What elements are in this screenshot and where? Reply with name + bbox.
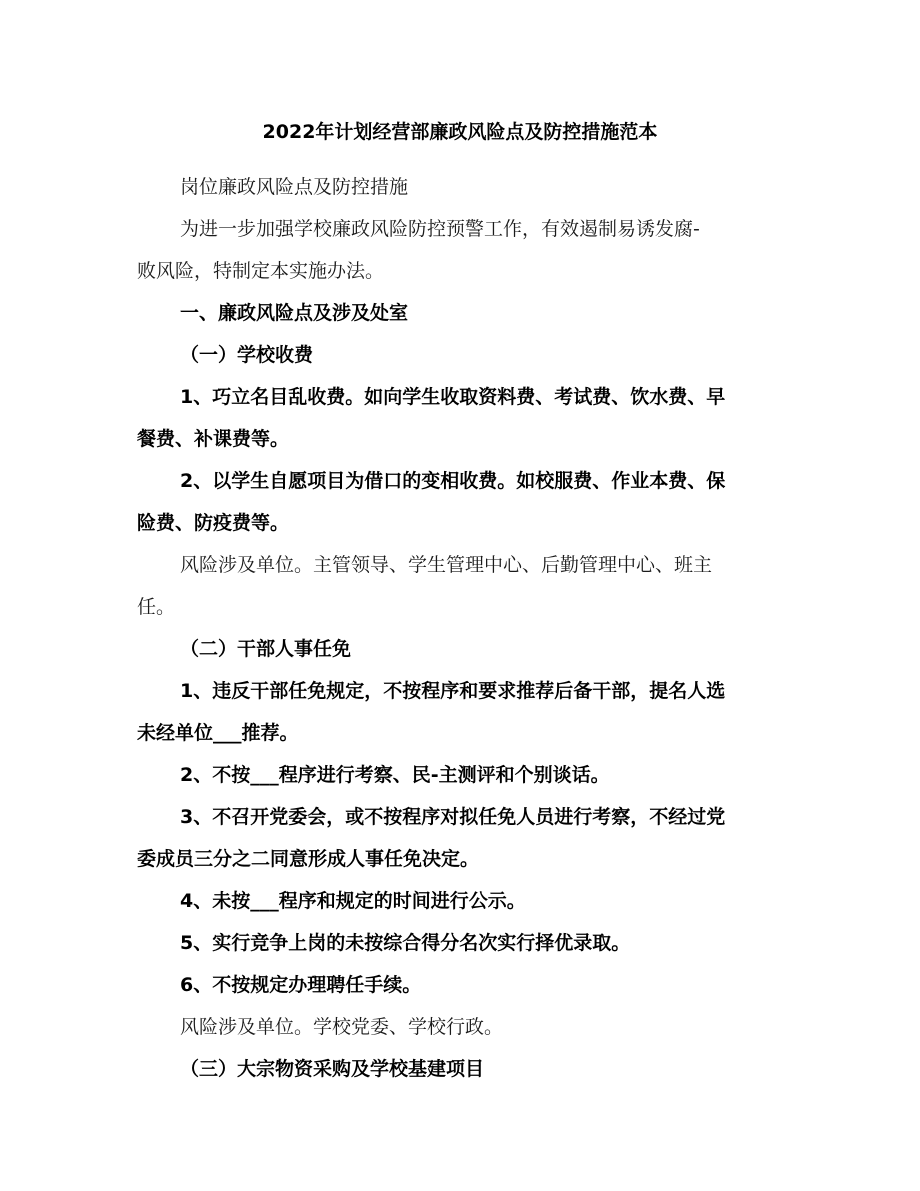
document-title: 2022年计划经营部廉政风险点及防控措施范本 [262, 121, 658, 143]
section-heading: 一、廉政风险点及涉及处室 [180, 302, 409, 324]
paragraph-line: 风险涉及单位。主管领导、学生管理中心、后勤管理中心、班主 [180, 554, 713, 576]
subsection-heading: （三）大宗物资采购及学校基建项目 [180, 1058, 485, 1080]
subsection-heading: （二）干部人事任免 [180, 638, 352, 660]
paragraph-line: 风险涉及单位。学校党委、学校行政。 [180, 1016, 504, 1038]
paragraph-line: 险费、防疫费等。 [137, 512, 290, 534]
section-heading: 岗位廉政风险点及防控措施 [180, 176, 409, 198]
paragraph-line: 2、不按___程序进行考察、民-主测评和个别谈话。 [180, 764, 610, 786]
subsection-heading: （一）学校收费 [180, 344, 314, 366]
paragraph-line: 任。 [137, 596, 176, 618]
paragraph-line: 1、巧立名目乱收费。如向学生收取资料费、考试费、饮水费、早 [180, 386, 726, 408]
paragraph-line: 2、以学生自愿项目为借口的变相收费。如校服费、作业本费、保 [180, 470, 726, 492]
paragraph-line: 3、不召开党委会，或不按程序对拟任免人员进行考察，不经过党 [180, 806, 726, 828]
paragraph-line: 1、违反干部任免规定，不按程序和要求推荐后备干部，提名人选 [180, 680, 726, 702]
paragraph-line: 为进一步加强学校廉政风险防控预警工作，有效遏制易诱发腐- [180, 218, 700, 240]
paragraph-line: 4、未按___程序和规定的时间进行公示。 [180, 890, 526, 912]
paragraph-line: 委成员三分之二同意形成人事任免决定。 [137, 848, 480, 870]
paragraph-line: 未经单位___推荐。 [137, 722, 299, 744]
paragraph-line: 败风险，特制定本实施办法。 [137, 260, 385, 282]
paragraph-line: 5、实行竞争上岗的未按综合得分名次实行择优录取。 [180, 932, 631, 954]
paragraph-line: 餐费、补课费等。 [137, 428, 290, 450]
paragraph-line: 6、不按规定办理聘任手续。 [180, 974, 422, 996]
